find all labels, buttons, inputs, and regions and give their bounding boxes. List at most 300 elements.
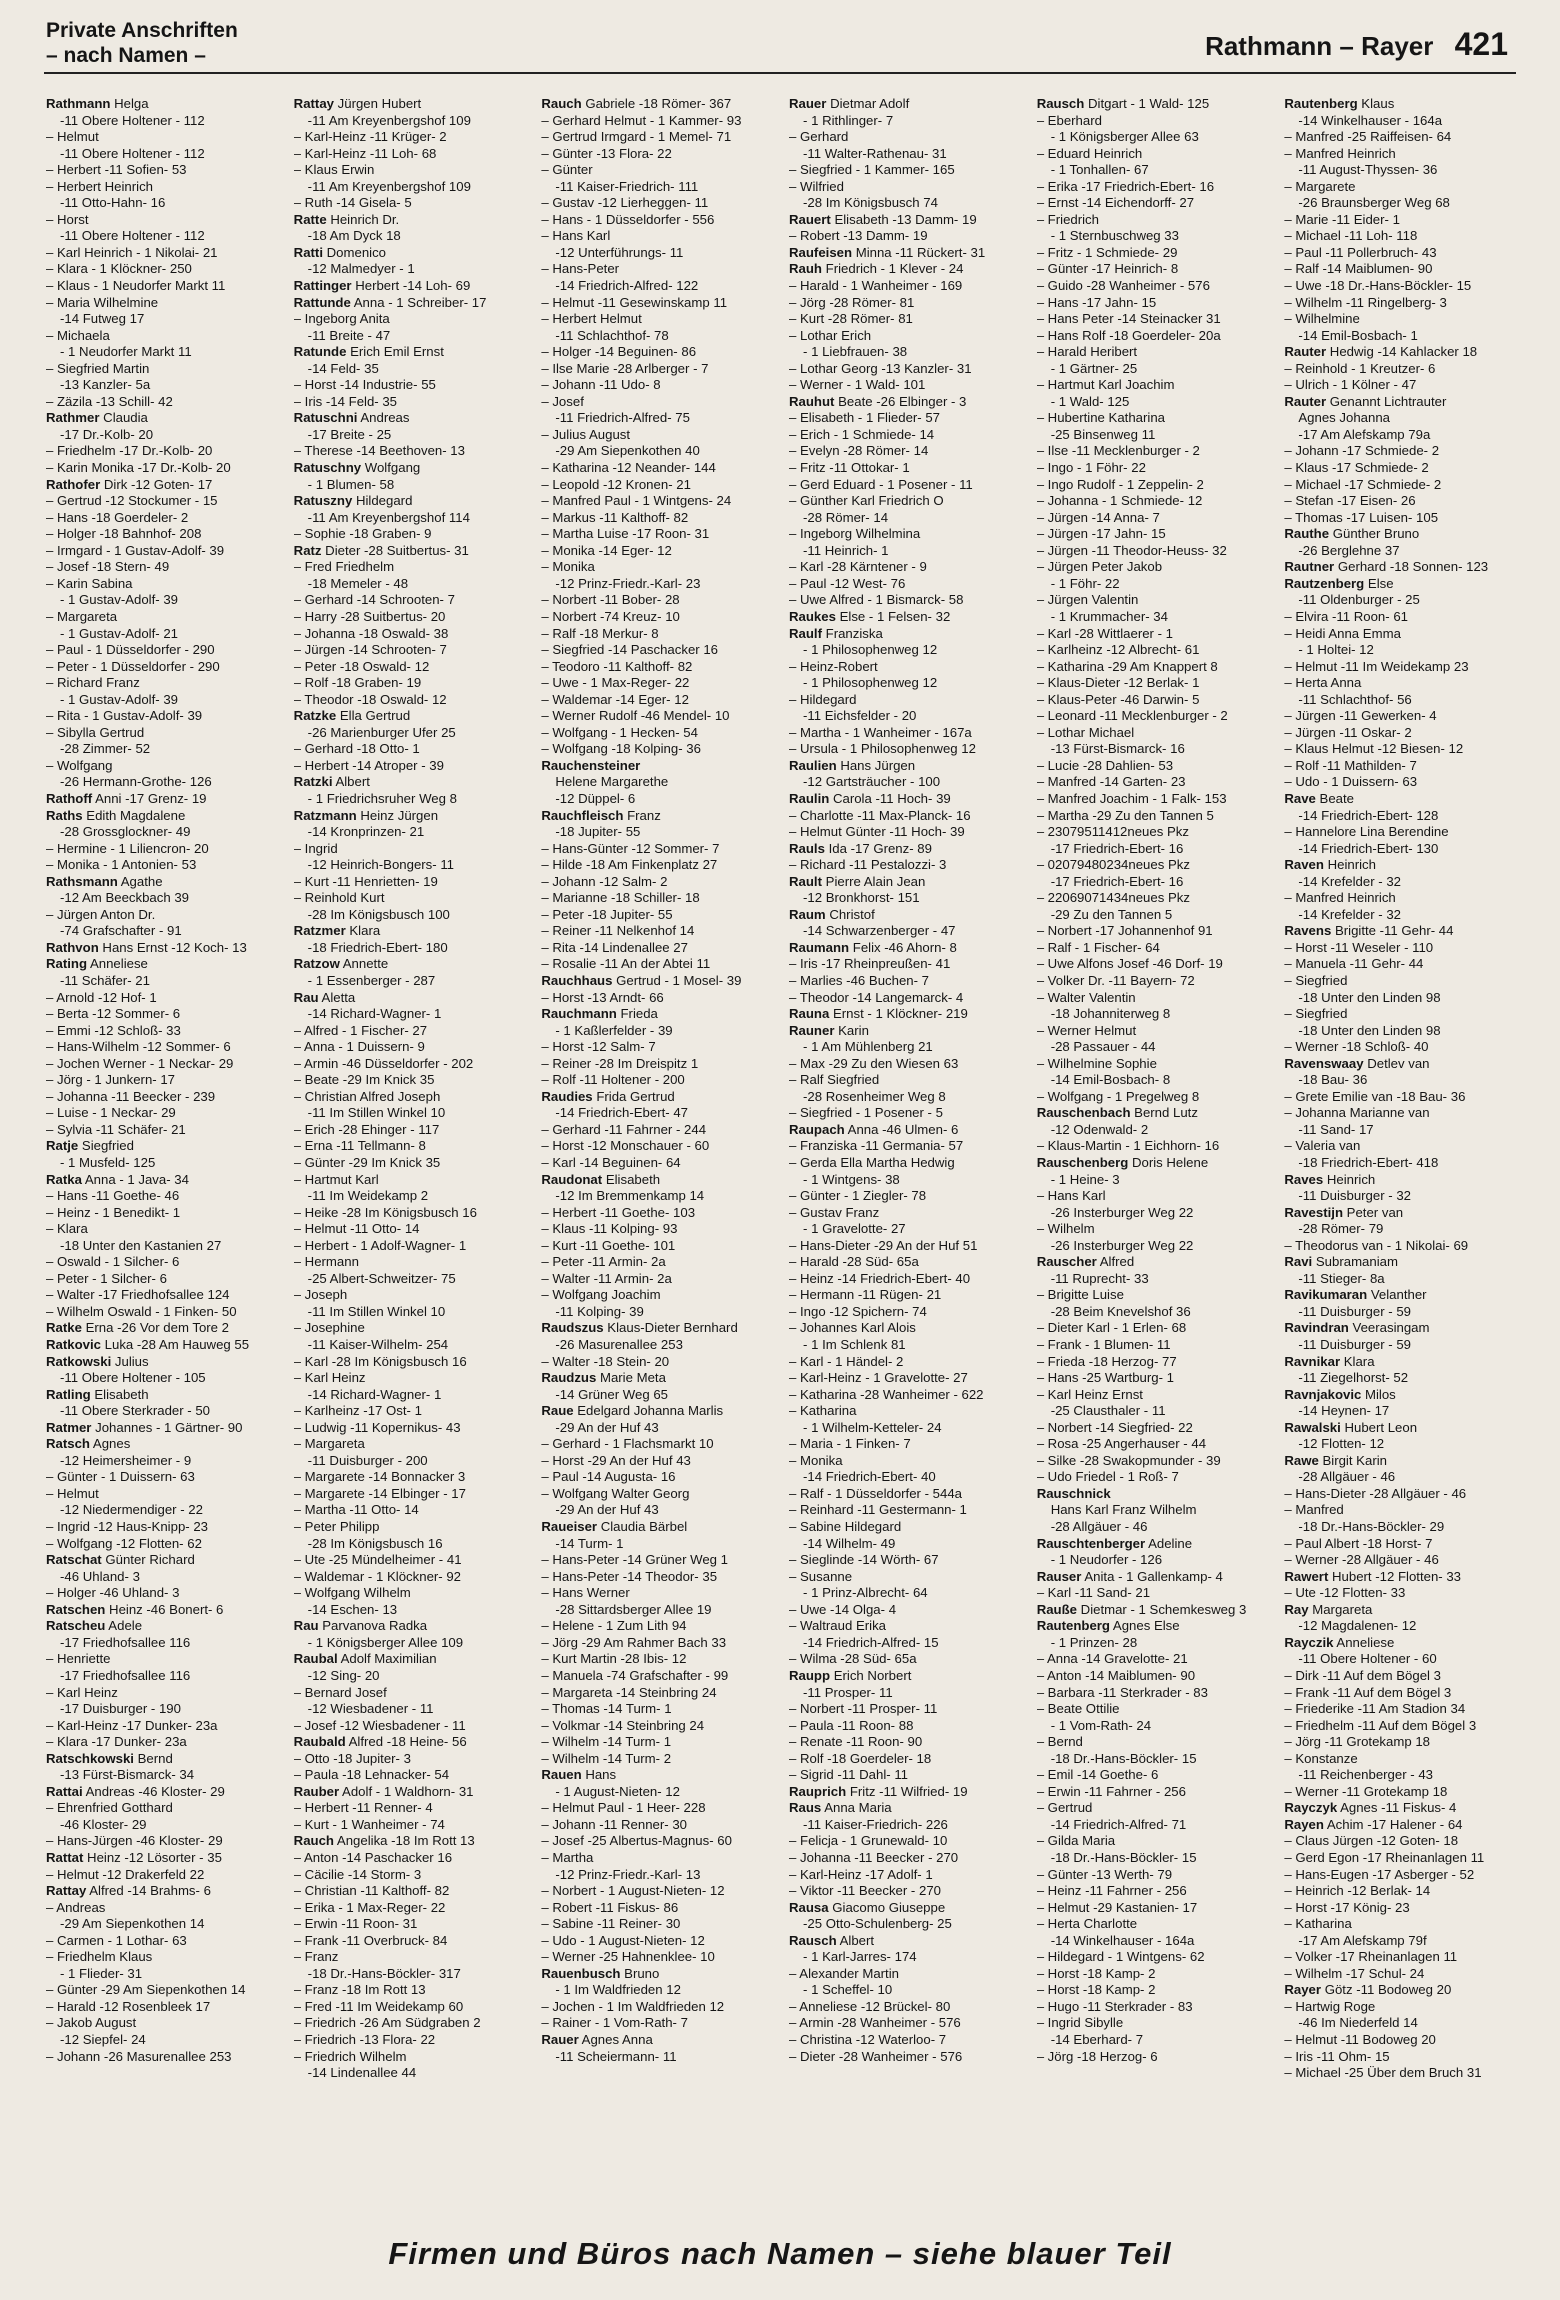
directory-entry: – Klara xyxy=(46,1221,88,1237)
directory-entry: – Wilhelm xyxy=(1036,1221,1095,1237)
directory-entry: – Iris -11 Ohm- 15 xyxy=(1284,2048,1390,2064)
directory-entry: Rave Beate xyxy=(1284,790,1355,806)
directory-entry: – Sabine Hildegard xyxy=(789,1519,902,1535)
directory-entry: – Johann -26 Masurenallee 253 xyxy=(46,2048,232,2064)
directory-entry: Raudzus Marie Meta xyxy=(541,1370,666,1386)
directory-entry: – Elvira -11 Roon- 61 xyxy=(1284,608,1408,624)
surname: Rauh xyxy=(789,261,822,277)
surname: Ratkowski xyxy=(46,1353,112,1369)
surname: Rauschtenberger xyxy=(1036,1535,1146,1551)
directory-entry: Rattat Heinz -12 Lösorter - 35 xyxy=(46,1849,222,1865)
directory-entry: – Gustav -12 Lierheggen- 11 xyxy=(541,195,709,211)
directory-entry: -14 Friedrich-Alfred- 71 xyxy=(1050,1816,1187,1832)
directory-entry: – Emmi -12 Schloß- 33 xyxy=(46,1022,181,1038)
directory-entry: – Hans Peter -14 Steinacker 31 xyxy=(1036,311,1221,327)
surname: Rauen xyxy=(541,1767,582,1783)
section-title-line2: – nach Namen – xyxy=(46,44,206,67)
directory-entry: – Walter -18 Stein- 20 xyxy=(541,1353,670,1369)
directory-entry xyxy=(1037,1486,1279,1503)
directory-entry: – Werner -18 Schloß- 40 xyxy=(1284,1039,1429,1055)
directory-entry: Rauert Elisabeth -13 Damm- 19 xyxy=(789,211,977,227)
directory-entry: – Norbert -17 Johannenhof 91 xyxy=(1036,923,1213,939)
directory-entry: – Charlotte -11 Max-Planck- 16 xyxy=(789,807,971,823)
directory-entry: – Andreas xyxy=(46,1899,106,1915)
directory-entry: Rattunde Anna - 1 Schreiber- 17 xyxy=(293,294,487,310)
surname: Ravnikar xyxy=(1284,1353,1341,1369)
directory-entry: Ratling Elisabeth xyxy=(46,1386,149,1402)
directory-entry: Raths Edith Magdalene xyxy=(46,807,186,823)
directory-entry: -11 Schlachthof- 56 xyxy=(1298,691,1412,707)
directory-entry: -28 Sittardsberger Allee 19 xyxy=(555,1601,712,1617)
directory-entry: -28 Allgäuer - 46 xyxy=(1298,1469,1396,1485)
directory-entry: – Anneliese -12 Brückel- 80 xyxy=(789,1998,951,2014)
directory-entry: – Kurt -28 Römer- 81 xyxy=(789,311,913,327)
directory-entry: – Ingeborg Anita xyxy=(293,311,390,327)
surname: Rauchfleisch xyxy=(541,807,624,823)
directory-entry: Raupach Anna -46 Ulmen- 6 xyxy=(789,1121,959,1137)
directory-entry: – Friedrich Wilhelm xyxy=(293,2048,407,2064)
directory-entry: – Hermann -11 Rügen- 21 xyxy=(789,1287,942,1303)
directory-entry: – Herta Anna xyxy=(1284,675,1362,691)
directory-entry: -11 Stieger- 8a xyxy=(1298,1270,1385,1286)
surname: Rauenbusch xyxy=(541,1965,621,1981)
directory-entry: – Reinhold Kurt xyxy=(293,890,385,906)
directory-entry: -12 Düppel- 6 xyxy=(555,790,636,806)
directory-entry: -12 Bronkhorst- 151 xyxy=(803,890,920,906)
directory-entry: -11 Im Weidekamp 2 xyxy=(307,1188,429,1204)
directory-entry: -17 Breite - 25 xyxy=(307,426,392,442)
directory-entry: Rauner Karin xyxy=(789,1022,869,1038)
directory-entry: – Waldemar - 1 Klöckner- 92 xyxy=(293,1568,462,1584)
directory-entry: – Horst -12 Monschauer - 60 xyxy=(541,1138,710,1154)
surname: Ratunde xyxy=(293,344,347,360)
directory-entry: Ravnikar Klara xyxy=(1284,1353,1375,1369)
directory-entry: -17 Friedhofsallee 116 xyxy=(60,1634,191,1650)
directory-entry: – Helmut -11 Gesewinskamp 11 xyxy=(541,294,728,310)
directory-entry: – Fred Friedhelm xyxy=(293,559,395,575)
directory-entry: – Friedhelm -11 Auf dem Bögel 3 xyxy=(1284,1717,1477,1733)
directory-entry: – Helmut Günter -11 Hoch- 39 xyxy=(789,824,965,840)
directory-entry: – Claus Jürgen -12 Goten- 18 xyxy=(1284,1833,1459,1849)
directory-entry: -14 Krefelder - 32 xyxy=(1298,906,1401,922)
directory-entry: – Paula -18 Lehnacker- 54 xyxy=(293,1767,450,1783)
directory-entry: – Fritz - 1 Schmiede- 29 xyxy=(1036,244,1178,260)
directory-entry: – Horst -13 Arndt- 66 xyxy=(541,989,664,1005)
directory-entry: Rauter Hedwig -14 Kahlacker 18 xyxy=(1284,344,1478,360)
directory-entry: – Dirk -11 Auf dem Bögel 3 xyxy=(1284,1667,1441,1683)
directory-entry: – Margareta -14 Steinbring 24 xyxy=(541,1684,717,1700)
surname: Ratling xyxy=(46,1386,91,1402)
directory-entry: – Helmut xyxy=(46,1485,99,1501)
directory-entry: - 1 Karl-Jarres- 174 xyxy=(803,1949,917,1965)
directory-entry: -29 An der Huf 43 xyxy=(555,1419,659,1435)
directory-entry: – Franziska -11 Germania- 57 xyxy=(789,1138,964,1154)
directory-entry: Raven Heinrich xyxy=(1284,857,1376,873)
directory-entry: – Manfred xyxy=(1284,1502,1344,1518)
directory-entry: – Josephine xyxy=(293,1320,365,1336)
directory-entry: -11 Am Kreyenbergshof 109 xyxy=(307,112,471,128)
directory-entry: – Günter xyxy=(541,162,593,178)
directory-entry: - 1 Essenberger - 287 xyxy=(307,972,436,988)
directory-entry: – Joseph xyxy=(293,1287,348,1303)
directory-entry: -11 Friedrich-Alfred- 75 xyxy=(555,410,690,426)
surname: Ratte xyxy=(293,211,327,227)
directory-entry: Rathoff Anni -17 Grenz- 19 xyxy=(46,790,207,806)
surname: Rathvon xyxy=(46,939,99,955)
directory-entry: – Wolfgang -18 Kolping- 36 xyxy=(541,741,701,757)
directory-entry: - 1 Im Schlenk 81 xyxy=(803,1337,906,1353)
directory-entry: – Ernst -14 Eichendorff- 27 xyxy=(1036,195,1195,211)
directory-entry: – Josef xyxy=(541,393,584,409)
directory-entry: - 1 Kaßlerfelder - 39 xyxy=(555,1022,673,1038)
surname: Rathmer xyxy=(46,410,100,426)
directory-entry: Rauschenbach Bernd Lutz xyxy=(1036,1105,1198,1121)
directory-entry: – Valeria van xyxy=(1284,1138,1361,1154)
directory-entry: – Sigrid -11 Dahl- 11 xyxy=(789,1767,909,1783)
surname: Rauls xyxy=(789,840,825,856)
directory-entry: – Johanna - 1 Schmiede- 12 xyxy=(1036,493,1203,509)
surname: Rathoff xyxy=(46,790,93,806)
directory-entry: – Ilse Marie -28 Arlberger - 7 xyxy=(541,360,709,376)
directory-entry: – Monika - 1 Antonien- 53 xyxy=(46,857,197,873)
directory-entry: Rathmann Helga xyxy=(46,96,149,111)
directory-entry: – Ute -25 Mündelheimer - 41 xyxy=(293,1552,462,1568)
directory-entry: – Manfred Paul - 1 Wintgens- 24 xyxy=(541,493,732,509)
directory-entry: -18 Dr.-Hans-Böckler- 317 xyxy=(307,1965,461,1981)
directory-entry: – Hans-Dieter -29 An der Huf 51 xyxy=(789,1237,978,1253)
directory-entry: – 02079480234neues Pkz xyxy=(1036,857,1190,873)
directory-entry: - 1 Philosophenweg 12 xyxy=(803,675,938,691)
directory-entry: – Ingeborg Wilhelmina xyxy=(789,526,921,542)
directory-entry: – Horst -14 Industrie- 55 xyxy=(293,377,436,393)
directory-entry: Rauer Dietmar Adolf xyxy=(789,96,910,111)
directory-entry: Ravikumaran Velanther xyxy=(1284,1287,1427,1303)
directory-entry: – Holger -18 Bahnhof- 208 xyxy=(46,526,202,542)
directory-entry: – Norbert - 1 August-Nieten- 12 xyxy=(541,1883,725,1899)
directory-entry: – Karl -11 Sand- 21 xyxy=(1036,1585,1151,1601)
directory-entry: – Hartwig Roge xyxy=(1284,1998,1376,2014)
directory-entry: – Friedrich xyxy=(1036,211,1099,227)
surname: Raufeisen xyxy=(789,244,853,260)
directory-entry: – Margareta xyxy=(46,608,118,624)
directory-entry: – Marianne -18 Schiller- 18 xyxy=(541,890,700,906)
directory-entry: – Hans-Eugen -17 Asberger - 52 xyxy=(1284,1866,1475,1882)
surname: Rauthe xyxy=(1284,526,1330,542)
surname: Ratuschny xyxy=(293,460,362,476)
surname: Rawert xyxy=(1284,1568,1329,1584)
directory-entry: -14 Winkelhauser - 164a xyxy=(1298,112,1443,128)
directory-entry: – Monika xyxy=(789,1452,843,1468)
directory-entry: – Felicja - 1 Grunewald- 10 xyxy=(789,1833,948,1849)
directory-entry: – 23079511412neues Pkz xyxy=(1036,824,1189,840)
directory-entry: – Ralf -18 Merkur- 8 xyxy=(541,625,659,641)
directory-entry: - 1 Prinzen- 28 xyxy=(1050,1634,1138,1650)
directory-entry: -74 Grafschafter - 91 xyxy=(60,923,182,939)
directory-entry: Raufeisen Minna -11 Rückert- 31 xyxy=(789,244,986,260)
directory-entry: – Johannes Karl Alois xyxy=(789,1320,916,1336)
directory-entry: Rautzenberg Else xyxy=(1284,575,1394,591)
directory-entry: – Heinz-Robert xyxy=(789,658,878,674)
directory-entry: – Jörg - 1 Junkern- 17 xyxy=(46,1072,176,1088)
directory-entry: - 1 Rithlinger- 7 xyxy=(803,112,894,128)
directory-entry: -46 Uhland- 3 xyxy=(60,1568,140,1584)
directory-entry: – Horst xyxy=(46,211,89,227)
directory-entry: -46 Im Niederfeld 14 xyxy=(1298,2015,1418,2031)
directory-entry: -12 Prinz-Friedr.-Karl- 13 xyxy=(555,1866,701,1882)
surname: Rattat xyxy=(46,1849,84,1865)
directory-entry: -14 Emil-Bosbach- 8 xyxy=(1050,1072,1171,1088)
directory-entry: -11 Obere Holtener - 60 xyxy=(1298,1651,1437,1667)
directory-entry: – Norbert -14 Siegfried- 22 xyxy=(1036,1419,1193,1435)
directory-entry: – Hans -25 Wartburg- 1 xyxy=(1036,1370,1174,1386)
directory-entry: – Viktor -11 Beecker - 270 xyxy=(789,1883,941,1899)
directory-entry: - 1 Tonhallen- 67 xyxy=(1050,162,1149,178)
directory-entry: – Erich - 1 Schmiede- 14 xyxy=(789,426,935,442)
surname: Ratschat xyxy=(46,1552,102,1568)
directory-entry: – Wolfgang Joachim xyxy=(541,1287,661,1303)
directory-entry: – Herbert -11 Goethe- 103 xyxy=(541,1204,696,1220)
directory-entry: – Beate -29 Im Knick 35 xyxy=(293,1072,435,1088)
directory-entry: – Klara - 1 Klöckner- 250 xyxy=(46,261,192,277)
directory-entry: Rauer Agnes Anna xyxy=(541,2031,653,2047)
directory-entry: – Karlheinz -17 Ost- 1 xyxy=(293,1403,422,1419)
directory-entry: – Maria - 1 Finken- 7 xyxy=(789,1436,911,1452)
directory-entry: – Werner Rudolf -46 Mendel- 10 xyxy=(541,708,730,724)
surname: Ratuschni xyxy=(293,410,358,426)
directory-entry: – Jürgen -11 Theodor-Heuss- 32 xyxy=(1036,542,1227,558)
directory-entry: -11 Obere Holtener - 112 xyxy=(60,112,205,128)
surname: Raudonat xyxy=(541,1171,603,1187)
directory-entry: -14 Emil-Bosbach- 1 xyxy=(1298,327,1418,343)
directory-entry: – Jürgen -11 Gewerken- 4 xyxy=(1284,708,1437,724)
directory-entry: – Christian Alfred Joseph xyxy=(293,1088,441,1104)
directory-entry: -26 Masurenallee 253 xyxy=(555,1337,683,1353)
directory-entry: -17 Am Alefskamp 79a xyxy=(1298,426,1431,442)
surname: Rautner xyxy=(1284,559,1335,575)
directory-entry: -14 Grüner Weg 65 xyxy=(555,1386,668,1402)
directory-entry: -12 Odenwald- 2 xyxy=(1050,1121,1149,1137)
directory-entry: – Grete Emilie van -18 Bau- 36 xyxy=(1284,1088,1466,1104)
directory-entry: - 1 Friedrichsruher Weg 8 xyxy=(307,790,457,806)
surname: Raths xyxy=(46,807,83,823)
directory-entry: – Horst -11 Weseler - 110 xyxy=(1284,939,1434,955)
directory-entry: – Herbert Helmut xyxy=(541,311,642,327)
directory-entry: -12 Im Bremmenkamp 14 xyxy=(555,1188,705,1204)
column-3 xyxy=(541,96,783,2214)
directory-entry: – Klaus-Peter -46 Darwin- 5 xyxy=(1036,691,1200,707)
directory-entry: -11 Scheiermann- 11 xyxy=(555,2048,677,2064)
directory-entry: – Horst -17 König- 23 xyxy=(1284,1899,1410,1915)
directory-entry: -11 Duisburger - 59 xyxy=(1298,1303,1411,1319)
directory-entry: – Paul Albert -18 Horst- 7 xyxy=(1284,1535,1433,1551)
directory-entry: – Rosalie -11 An der Abtei 11 xyxy=(541,956,711,972)
directory-entry: - 1 Im Waldfrieden 12 xyxy=(555,1982,681,1998)
surname: Ravestijn xyxy=(1284,1204,1343,1220)
directory-entry: -12 Wiesbadener - 11 xyxy=(307,1701,434,1717)
directory-entry: Raudonat Elisabeth xyxy=(541,1171,661,1187)
directory-entry: Raupp Erich Norbert xyxy=(789,1667,912,1683)
directory-entry: Rauchhaus Gertrud - 1 Mosel- 39 xyxy=(541,972,742,988)
surname: Rau xyxy=(293,989,319,1005)
directory-entry: – Gerhard -11 Fahrner - 244 xyxy=(541,1121,707,1137)
directory-entry: Rausch Albert xyxy=(789,1932,875,1948)
directory-entry: – 22069071434neues Pkz xyxy=(1036,890,1190,906)
directory-entry: – Otto -18 Jupiter- 3 xyxy=(293,1750,411,1766)
directory-entry: – Holger -46 Uhland- 3 xyxy=(46,1585,180,1601)
surname: Rauser xyxy=(1036,1568,1082,1584)
directory-entry: – Wolfgang - 1 Pregelweg 8 xyxy=(1036,1088,1200,1104)
surname: Rayczik xyxy=(1284,1634,1334,1650)
directory-entry: Ratuschni Andreas xyxy=(293,410,410,426)
directory-entry: – Barbara -11 Sterkrader - 83 xyxy=(1036,1684,1208,1700)
directory-entry: – Herbert - 1 Adolf-Wagner- 1 xyxy=(293,1237,467,1253)
directory-entry: – Martha xyxy=(541,1849,594,1865)
directory-entry: Rau Aletta xyxy=(293,989,356,1005)
directory-entry: -14 Richard-Wagner- 1 xyxy=(307,1386,442,1402)
directory-entry: – Jochen Werner - 1 Neckar- 29 xyxy=(46,1055,234,1071)
directory-entry: – Jürgen -17 Jahn- 15 xyxy=(1036,526,1166,542)
directory-entry: – Ingrid Sibylle xyxy=(1036,2015,1124,2031)
surname: Rauschenbach xyxy=(1036,1105,1131,1121)
surname: Ratzki xyxy=(293,774,333,790)
directory-entry: – Jürgen -11 Oskar- 2 xyxy=(1284,724,1412,740)
directory-entry: Rauter Genannt Lichtrauter xyxy=(1284,393,1447,409)
directory-entry: – Reiner -28 Im Dreispitz 1 xyxy=(541,1055,699,1071)
directory-entry: – Wilhelmine xyxy=(1284,311,1360,327)
directory-entry: Rausa Giacomo Giuseppe xyxy=(789,1899,946,1915)
directory-entry: – Ralf -14 Maiblumen- 90 xyxy=(1284,261,1433,277)
directory-entry: – Frank -11 Auf dem Bögel 3 xyxy=(1284,1684,1452,1700)
directory-entry: - 1 Sternbuschweg 33 xyxy=(1050,228,1179,244)
directory-entry: – Robert -11 Fiskus- 86 xyxy=(541,1899,679,1915)
page-number: 421 xyxy=(1454,26,1508,62)
column-5 xyxy=(1037,96,1279,2214)
surname: Rawalski xyxy=(1284,1419,1341,1435)
directory-entry: – Thomas -14 Turm- 1 xyxy=(541,1701,672,1717)
directory-entry: – Norbert -11 Bober- 28 xyxy=(541,592,680,608)
directory-entry: - 1 Liebfrauen- 38 xyxy=(803,344,908,360)
directory-entry: Ravindran Veerasingam xyxy=(1284,1320,1430,1336)
directory-entry: – Lothar Georg -13 Kanzler- 31 xyxy=(789,360,972,376)
directory-entry: Rauch Angelika -18 Im Rott 13 xyxy=(293,1833,475,1849)
directory-entry: Rauscher Alfred xyxy=(1036,1254,1135,1270)
directory-entry: – Bernard Josef xyxy=(293,1684,387,1700)
directory-entry: – Karl - 1 Händel- 2 xyxy=(789,1353,904,1369)
directory-entry: -13 Fürst-Bismarck- 34 xyxy=(60,1767,195,1783)
directory-entry: – Udo Friedel - 1 Roß- 7 xyxy=(1036,1469,1179,1485)
directory-entry: -11 Walter-Rathenau- 31 xyxy=(803,145,947,161)
directory-entry: -14 Friedrich-Ebert- 47 xyxy=(555,1105,688,1121)
directory-entry: – Jörg -29 Am Rahmer Bach 33 xyxy=(541,1634,727,1650)
directory-entry: – Johanna -18 Oswald- 38 xyxy=(293,625,449,641)
directory-entry: – Johann -11 Udo- 8 xyxy=(541,377,661,393)
directory-entry: -12 Prinz-Friedr.-Karl- 23 xyxy=(555,575,701,591)
directory-entry: -11 Schäfer- 21 xyxy=(60,972,150,988)
directory-entry: -12 Unterführungs- 11 xyxy=(555,244,684,260)
directory-entry: – Günter -13 Flora- 22 xyxy=(541,145,672,161)
directory-entry: -11 Ziegelhorst- 52 xyxy=(1298,1370,1409,1386)
directory-entry: – Volker -17 Rheinanlagen 11 xyxy=(1284,1949,1458,1965)
directory-entry: – Monika xyxy=(541,559,595,575)
directory-entry: -11 Schlachthof- 78 xyxy=(555,327,669,343)
directory-entry: – Hildegard - 1 Wintgens- 62 xyxy=(1036,1949,1205,1965)
column-2 xyxy=(294,96,536,2214)
directory-entry: -12 Heimersheimer - 9 xyxy=(60,1452,192,1468)
directory-entry: – Friedrich -13 Flora- 22 xyxy=(293,2031,436,2047)
directory-entry: – Harry -28 Suitbertus- 20 xyxy=(293,608,446,624)
directory-entry: Ratschkowski Bernd xyxy=(46,1750,173,1766)
directory-entry: – Hugo -11 Sterkrader - 83 xyxy=(1036,1998,1193,2014)
directory-entry: - 1 Philosophenweg 12 xyxy=(803,642,938,658)
directory-entry: – Ursula - 1 Philosophenweg 12 xyxy=(789,741,976,757)
directory-entry: Raue Edelgard Johanna Marlis xyxy=(541,1403,724,1419)
directory-entry: -12 Magdalenen- 12 xyxy=(1298,1618,1417,1634)
surname: Rauer xyxy=(541,2031,579,2047)
directory-entry: – Josef -25 Albertus-Magnus- 60 xyxy=(541,1833,732,1849)
directory-entry: -18 Dr.-Hans-Böckler- 29 xyxy=(1298,1519,1445,1535)
surname: Raulien xyxy=(789,757,837,773)
surname: Ratsch xyxy=(46,1436,90,1452)
directory-entry: – Günter -29 Am Siepenkothen 14 xyxy=(46,1982,246,1998)
directory-entry: -11 Im Stillen Winkel 10 xyxy=(307,1303,446,1319)
directory-entry: - 1 Gravelotte- 27 xyxy=(803,1221,906,1237)
surname: Rault xyxy=(789,873,822,889)
directory-entry: -11 Ruprecht- 33 xyxy=(1050,1270,1149,1286)
directory-entry: – Ludwig -11 Kopernikus- 43 xyxy=(293,1419,461,1435)
directory-entry: – Armin -28 Wanheimer - 576 xyxy=(789,2015,961,2031)
directory-entry: – Kurt - 1 Wanheimer - 74 xyxy=(293,1816,445,1832)
directory-entry: – Günter - 1 Ziegler- 78 xyxy=(789,1188,927,1204)
directory-entry: Raulin Carola -11 Hoch- 39 xyxy=(789,790,951,806)
directory-entry: – Harald -12 Rosenbleek 17 xyxy=(46,1998,211,2014)
directory-entry: -28 Rosenheimer Weg 8 xyxy=(803,1088,946,1104)
directory-entry: – Dieter -28 Wanheimer - 576 xyxy=(789,2048,963,2064)
directory-entry: -11 Am Kreyenbergshof 114 xyxy=(307,509,470,525)
directory-entry: – Friederike -11 Am Stadion 34 xyxy=(1284,1701,1466,1717)
directory-entry: – Hans-Peter xyxy=(541,261,620,277)
directory-entry: – Erna -11 Tellmann- 8 xyxy=(293,1138,426,1154)
surname: Ratschkowski xyxy=(46,1750,134,1766)
surname: Rayen xyxy=(1284,1816,1324,1832)
directory-entry: - 1 Föhr- 22 xyxy=(1050,575,1120,591)
directory-entry: -14 Eberhard- 7 xyxy=(1050,2031,1144,2047)
directory-entry: – Uwe -18 Dr.-Hans-Böckler- 15 xyxy=(1284,278,1472,294)
directory-entry: – Cäcilie -14 Storm- 3 xyxy=(293,1866,422,1882)
directory-entry: -18 Memeler - 48 xyxy=(307,575,409,591)
directory-entry: – Uwe Alfons Josef -46 Dorf- 19 xyxy=(1036,956,1223,972)
directory-entry: -28 Im Königsbusch 74 xyxy=(803,195,938,211)
surname: Raubal xyxy=(293,1651,338,1667)
surname: Ravikumaran xyxy=(1284,1287,1368,1303)
directory-entry: – Ingrid xyxy=(293,840,338,856)
directory-entry: Rayczik Anneliese xyxy=(1284,1634,1395,1650)
directory-entry: -28 Im Königsbusch 16 xyxy=(307,1535,443,1551)
directory-entry: – Gerhard xyxy=(789,129,849,145)
directory-entry: – Fritz -11 Ottokar- 1 xyxy=(789,460,910,476)
directory-entry: – Karl Heinz xyxy=(293,1370,366,1386)
directory-entry: – Manfred Heinrich xyxy=(1284,145,1396,161)
directory-entry: -14 Eschen- 13 xyxy=(307,1601,398,1617)
surname: Ravnjakovic xyxy=(1284,1386,1362,1402)
directory-entry: – Paul - 1 Düsseldorfer - 290 xyxy=(46,642,215,658)
directory-entry: – Ralf - 1 Fischer- 64 xyxy=(1036,939,1160,955)
directory-entry: – Josef -18 Stern- 49 xyxy=(46,559,170,575)
directory-entry: Ravenswaay Detlev van xyxy=(1284,1055,1430,1071)
directory-entry: – Uwe -14 Olga- 4 xyxy=(789,1601,897,1617)
directory-entry: – Klaus -11 Kolping- 93 xyxy=(541,1221,678,1237)
directory-entry: – Klaus - 1 Neudorfer Markt 11 xyxy=(46,278,226,294)
directory-entry: Rauhut Beate -26 Elbinger - 3 xyxy=(789,393,967,409)
